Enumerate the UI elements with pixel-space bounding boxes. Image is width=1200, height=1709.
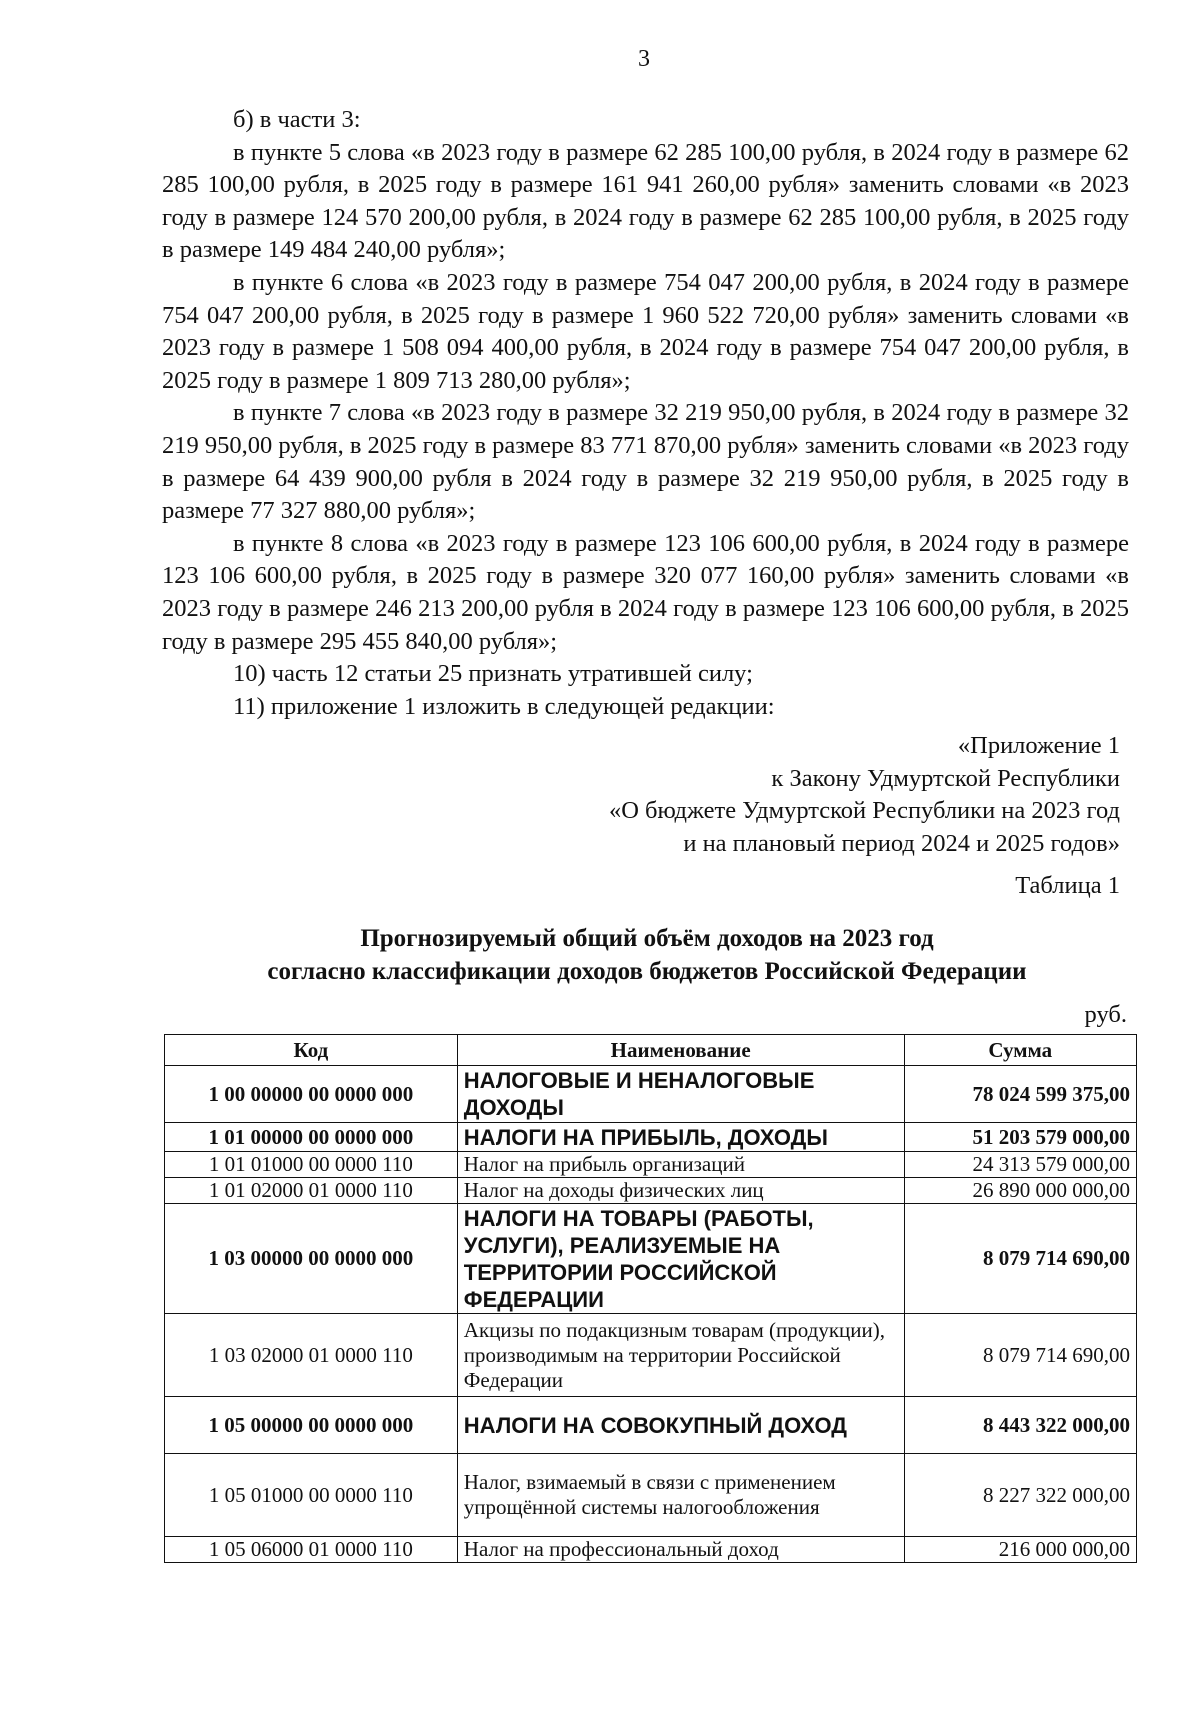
cell-code: 1 01 00000 00 0000 000 xyxy=(165,1123,458,1152)
table-row xyxy=(165,1537,1137,1563)
cell-code: 1 01 01000 00 0000 110 xyxy=(165,1152,458,1178)
header-code: Код xyxy=(165,1035,458,1066)
cell-name: НАЛОГИ НА ТОВАРЫ (РАБОТЫ, УСЛУГИ), РЕАЛИЗУЕМЫЕ НА ТЕРРИТОРИИ РОССИЙСКОЙ ФЕДЕРАЦИИ xyxy=(457,1204,904,1314)
cell-code: 1 03 02000 01 0000 110 xyxy=(165,1314,458,1397)
page-number: 3 xyxy=(638,46,650,72)
cell-sum: 78 024 599 375,00 xyxy=(904,1066,1136,1123)
cell-code: 1 05 01000 00 0000 110 xyxy=(165,1454,458,1537)
table-row xyxy=(165,1152,1137,1178)
annex-line: «Приложение 1 xyxy=(957,732,1120,759)
paragraph: 11) приложение 1 изложить в следующей редакции: xyxy=(233,692,775,720)
table-header-row xyxy=(165,1035,1137,1066)
table-row xyxy=(165,1204,1137,1314)
cell-name: Акцизы по подакцизным товарам (продукции), производимым на территории Российской Федерации xyxy=(457,1314,904,1397)
paragraph: в пункте 5 слова «в 2023 году в размере 62 285 100,00 рубля, в 2024 году в размере 62 285 100,00 рубля, в 2025 году в размере 161 941 260,00 рубля» заменить словами «в 2023 году в размере 124 570 200,00 рубля, в 2024 году в размере 62 285 100,00 рубля, в 2025 году в размере 149 484 240,00 рубля»; xyxy=(162,138,1129,264)
paragraph: в пункте 7 слова «в 2023 году в размере 32 219 950,00 рубля, в 2024 году в размере 32 219 950,00 рубля, в 2025 году в размере 83 771 870,00 рубля» заменить словами «в 2023 году в размере 64 439 900,00 рубля в 2024 году в размере 32 219 950,00 рубля, в 2025 году в размере 77 327 880,00 рубля»; xyxy=(162,399,1129,525)
paragraph: 10) часть 12 статьи 25 признать утратившей силу; xyxy=(233,660,753,688)
table-label: Таблица 1 xyxy=(1015,872,1120,899)
table-row xyxy=(165,1397,1137,1454)
income-table xyxy=(164,1034,1137,1563)
cell-name: Налог на профессиональный доход xyxy=(457,1537,904,1563)
cell-sum: 8 443 322 000,00 xyxy=(904,1397,1136,1454)
paragraph: б) в части 3: xyxy=(233,106,361,133)
annex-line: к Закону Удмуртской Республики xyxy=(771,764,1120,792)
cell-name: Налог на прибыль организаций xyxy=(457,1152,904,1178)
cell-sum: 51 203 579 000,00 xyxy=(904,1123,1136,1152)
table-title xyxy=(162,922,1132,988)
header-sum: Сумма xyxy=(904,1035,1136,1066)
cell-sum: 8 227 322 000,00 xyxy=(904,1454,1136,1537)
cell-name: Налог, взимаемый в связи с применением упрощённой системы налогообложения xyxy=(457,1454,904,1537)
annex-line: и на плановый период 2024 и 2025 годов» xyxy=(683,829,1120,857)
paragraph: в пункте 6 слова «в 2023 году в размере 754 047 200,00 рубля, в 2024 году в размере 754 047 200,00 рубля, в 2025 году в размере 1 960 522 720,00 рубля» заменить словами «в 2023 году в размере 1 508 094 400,00 рубля, в 2024 году в размере 754 047 200,00 рубля, в 2025 году в размере 1 809 713 280,00 рубля»; xyxy=(162,268,1129,394)
cell-name: НАЛОГИ НА СОВОКУПНЫЙ ДОХОД xyxy=(457,1397,904,1454)
cell-code: 1 01 02000 01 0000 110 xyxy=(165,1178,458,1204)
cell-name: НАЛОГИ НА ПРИБЫЛЬ, ДОХОДЫ xyxy=(457,1123,904,1152)
table-row xyxy=(165,1454,1137,1537)
table-title-line: согласно классификации доходов бюджетов Российской Федерации xyxy=(267,958,1027,985)
cell-code: 1 05 00000 00 0000 000 xyxy=(165,1397,458,1454)
table-row xyxy=(165,1066,1137,1123)
table-title-line: Прогнозируемый общий объём доходов на 2023 год xyxy=(360,925,934,952)
annex-header xyxy=(609,730,1120,860)
cell-sum: 8 079 714 690,00 xyxy=(904,1314,1136,1397)
table-row xyxy=(165,1123,1137,1152)
table-row xyxy=(165,1314,1137,1397)
cell-sum: 24 313 579 000,00 xyxy=(904,1152,1136,1178)
cell-name: Налог на доходы физических лиц xyxy=(457,1178,904,1204)
body-text xyxy=(162,104,1129,723)
paragraph: в пункте 8 слова «в 2023 году в размере 123 106 600,00 рубля, в 2024 году в размере 123 106 600,00 рубля, в 2025 году в размере 320 077 160,00 рубля» заменить словами «в 2023 году в размере 246 213 200,00 рубля в 2024 году в размере 123 106 600,00 рубля, в 2025 году в размере 295 455 840,00 рубля»; xyxy=(162,529,1129,655)
table-row xyxy=(165,1178,1137,1204)
cell-sum: 26 890 000 000,00 xyxy=(904,1178,1136,1204)
cell-name: НАЛОГОВЫЕ И НЕНАЛОГОВЫЕ ДОХОДЫ xyxy=(457,1066,904,1123)
cell-code: 1 00 00000 00 0000 000 xyxy=(165,1066,458,1123)
currency-unit: руб. xyxy=(1084,1001,1127,1028)
cell-sum: 216 000 000,00 xyxy=(904,1537,1136,1563)
cell-code: 1 05 06000 01 0000 110 xyxy=(165,1537,458,1563)
cell-sum: 8 079 714 690,00 xyxy=(904,1204,1136,1314)
cell-code: 1 03 00000 00 0000 000 xyxy=(165,1204,458,1314)
header-name: Наименование xyxy=(457,1035,904,1066)
annex-line: «О бюджете Удмуртской Республики на 2023 год xyxy=(608,797,1120,825)
